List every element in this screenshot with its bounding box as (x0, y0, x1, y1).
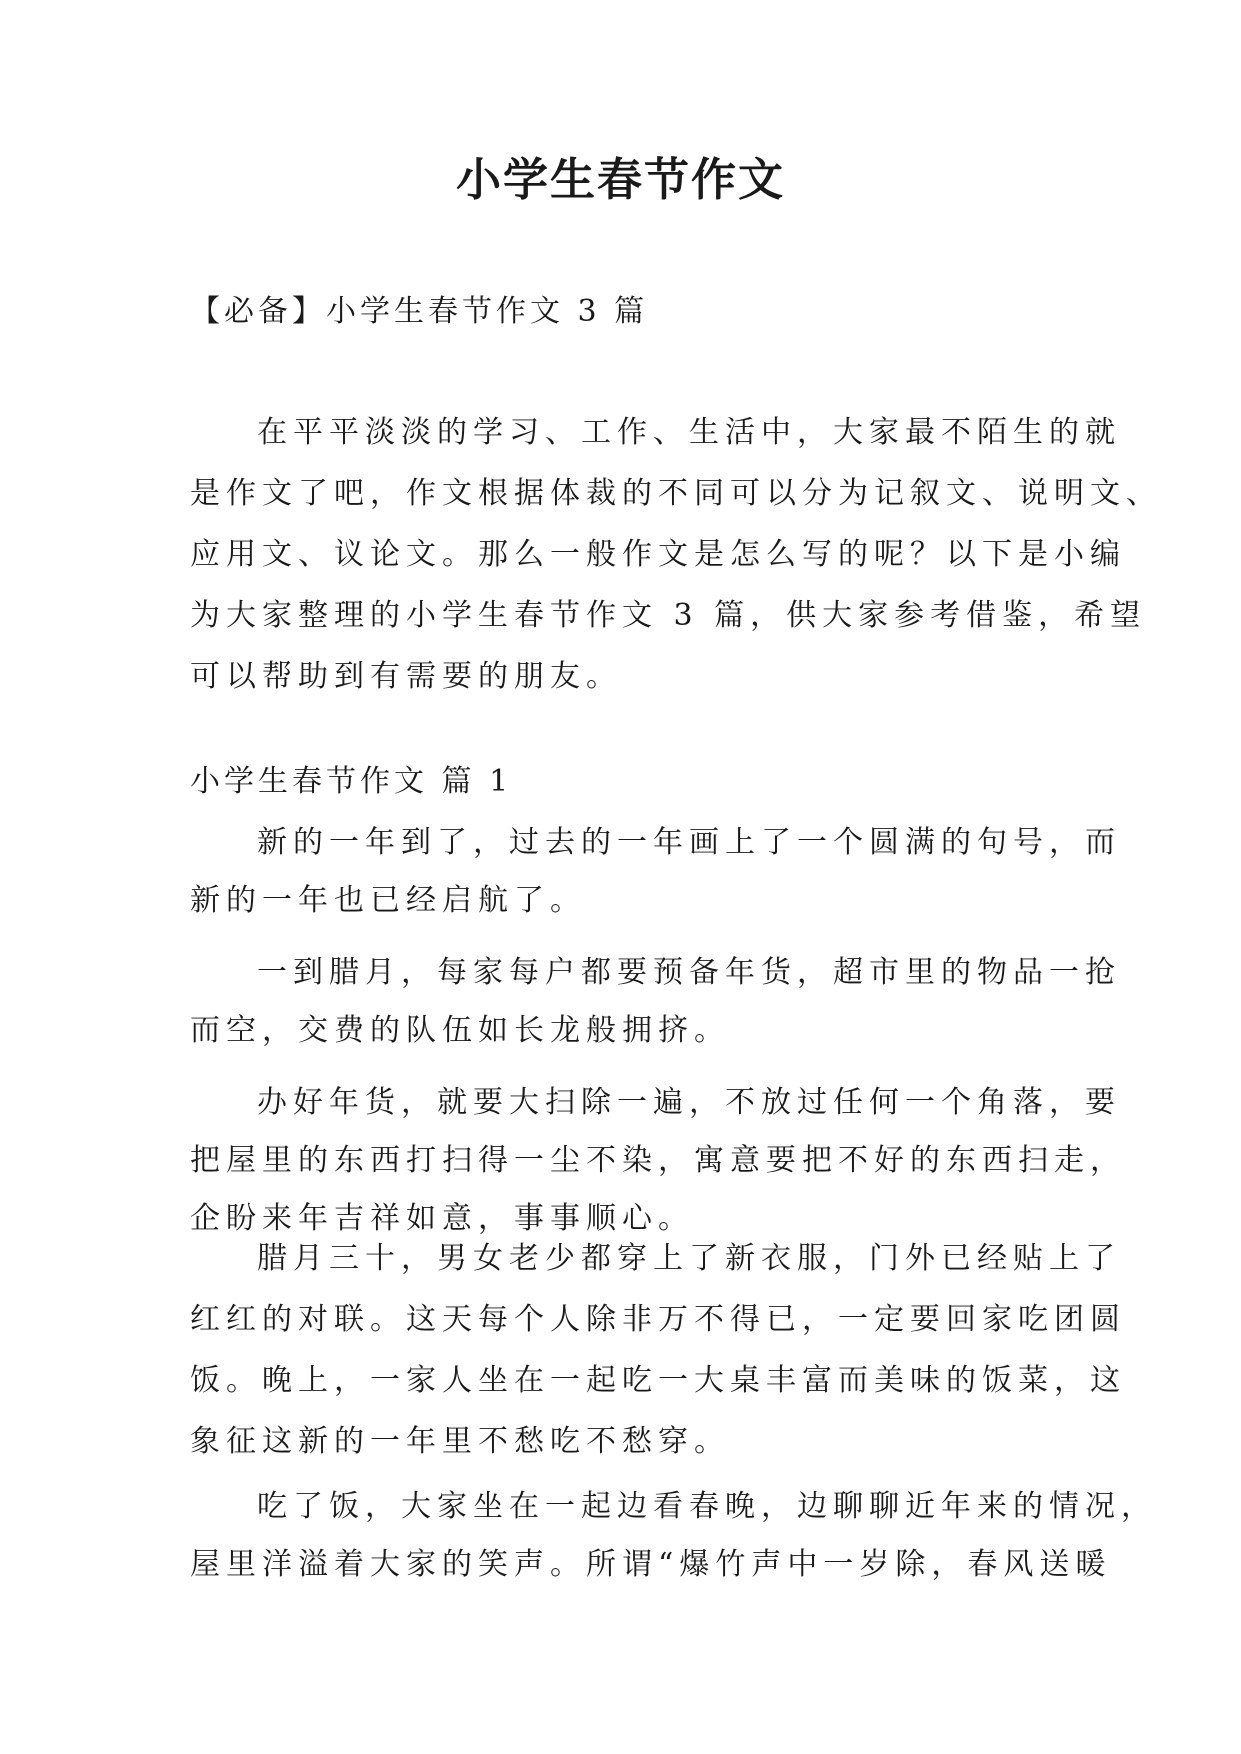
paragraph-line: 吃了饭，大家坐在一起边看春晚，边聊聊近年来的情况， (257, 1489, 1157, 1524)
paragraph-line: 办好年货，就要大扫除一遍，不放过任何一个角落，要 (257, 1085, 1121, 1120)
document-subtitle: 【必备】小学生春节作文 3 篇 (190, 294, 649, 329)
paragraph-line: 把屋里的东西打扫得一尘不染，寓意要把不好的东西扫走， (190, 1143, 1126, 1178)
intro-line: 是作文了吧，作文根据体裁的不同可以分为记叙文、说明文、 (190, 476, 1162, 511)
intro-line: 为大家整理的小学生春节作文 3 篇，供大家参考借鉴，希望 (190, 598, 1147, 633)
body-paragraph (190, 1228, 1126, 1472)
paragraph-line: 腊月三十，男女老少都穿上了新衣服，门外已经贴上了 (257, 1241, 1121, 1276)
document-title: 小学生春节作文 (455, 153, 785, 206)
paragraph-line: 一到腊月，每家每户都要预备年货，超市里的物品一抢 (257, 955, 1121, 990)
paragraph-line: 饭。晚上，一家人坐在一起吃一大桌丰富而美味的饭菜，这 (190, 1363, 1126, 1398)
paragraph-line: 红红的对联。这天每个人除非万不得已，一定要回家吃团圆 (190, 1302, 1126, 1337)
paragraph-line: 象征这新的一年里不愁吃不愁穿。 (190, 1424, 730, 1459)
intro-line: 可以帮助到有需要的朋友。 (190, 659, 622, 694)
paragraph-line: 新的一年到了，过去的一年画上了一个圆满的句号，而 (257, 825, 1121, 860)
body-paragraph (190, 1072, 1126, 1246)
intro-paragraph (190, 402, 1162, 707)
section-heading: 小学生春节作文 篇 1 (190, 764, 513, 799)
paragraph-line: 而空，交费的队伍如长龙般拥挤。 (190, 1013, 730, 1048)
paragraph-line: 新的一年也已经启航了。 (190, 883, 586, 918)
paragraph-line: 屋里洋溢着大家的笑声。所谓“爆竹声中一岁除，春风送暖 (190, 1547, 1112, 1582)
paragraph-line: 企盼来年吉祥如意，事事顺心。 (190, 1201, 694, 1236)
body-paragraph (190, 1476, 1157, 1592)
intro-line: 在平平淡淡的学习、工作、生活中，大家最不陌生的就 (257, 415, 1121, 450)
body-paragraph (190, 812, 1121, 928)
body-paragraph (190, 942, 1121, 1058)
intro-line: 应用文、议论文。那么一般作文是怎么写的呢？以下是小编 (190, 537, 1126, 572)
